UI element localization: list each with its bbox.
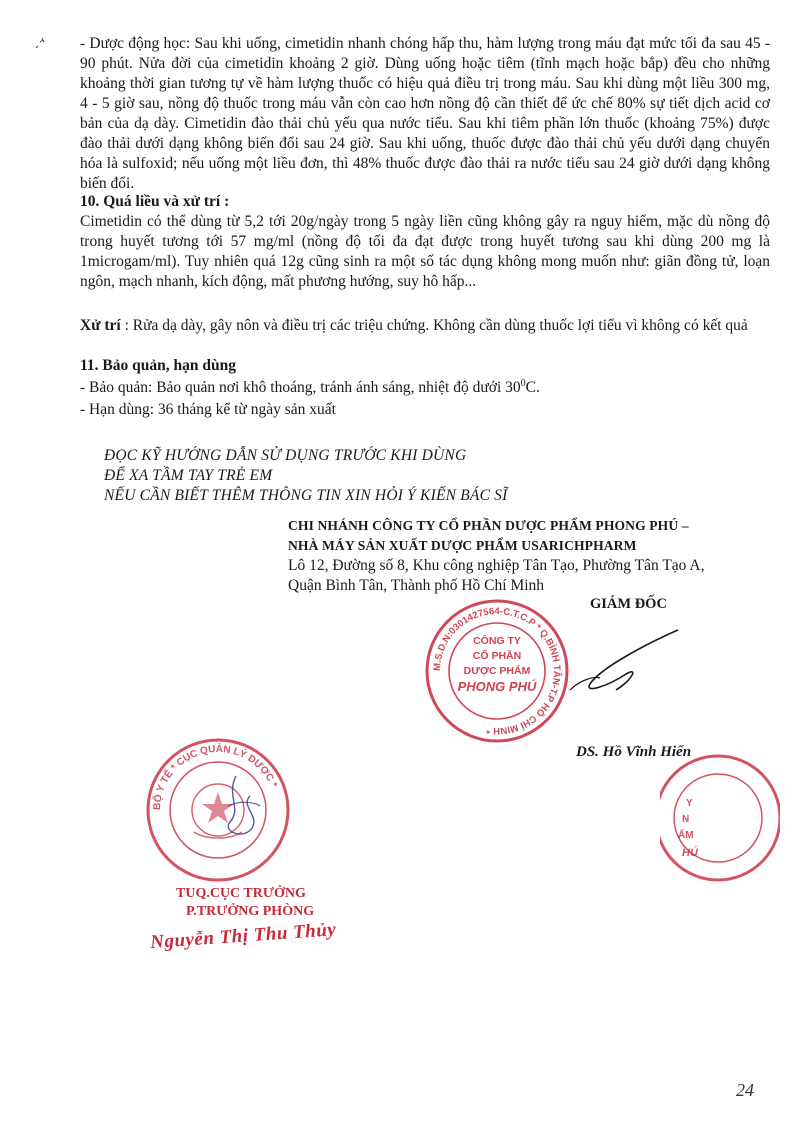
overdose-treatment (80, 316, 770, 336)
approval-signature-name: Nguyễn Thị Thu Thủy (149, 919, 337, 954)
company-name-line1: CHI NHÁNH CÔNG TY CỔ PHẦN DƯỢC PHẨM PHONG PHÚ – (288, 518, 689, 533)
stamp-line-joint-stock: CỔ PHẦN (472, 650, 522, 662)
storage-text: - Bảo quản: Bảo quản nơi khô thoáng, tránh ánh sáng, nhiệt độ dưới 30 (80, 379, 521, 396)
approval-line2: P.TRƯỞNG PHÒNG (186, 904, 315, 919)
director-title: GIÁM ĐỐC (590, 596, 667, 612)
svg-text:N: N (682, 814, 690, 825)
svg-text:HÚ: HÚ (682, 847, 698, 859)
stamp-line-phong-phu: PHONG PHÚ (457, 679, 537, 694)
company-stamp-partial (660, 748, 780, 888)
svg-text:ẨM: ẨM (678, 830, 694, 841)
approval-line1: TUQ.CỤC TRƯỞNG (176, 886, 306, 901)
page-mark: 24 (736, 1080, 754, 1100)
company-name-line2: NHÀ MÁY SẢN XUẤT DƯỢC PHẨM USARICHPHARM (288, 538, 637, 553)
pharmacokinetics-paragraph: - Dược động học: Sau khi uống, cimetidin nhanh chóng hấp thu, hàm lượng trong máu đạt mức tối đa sau 45 - 90 phút. Nửa đời của cimetidin khoảng 2 giờ. Dùng uống hoặc tiêm (tĩnh mạch hoặc bắp) đều cho những khoảng thời gian tương tự về hàm lượng thuốc có hiệu quả điều trị trong máu. Sau khi dùng một liều 300 mg, 4 - 5 giờ sau, nồng độ thuốc trong máu vẫn còn cao hơn nồng độ cần thiết để ức chế 80% sự tiết dịch acid cơ bản của dạ dày. Cimetidin đào thải chủ yếu qua nước tiểu. Sau khi tiêm phần lớn thuốc (khoảng 75%) được đào thải dưới dạng không biến đổi sau 24 giờ. Sau khi uống, thuốc được đào thải chủ yếu dưới dạng chuyển hóa là sulfoxid; nếu uống một liều đơn, thì 48% thuốc được đào thải ra nước tiểu sau 24 giờ dưới dạng không biến đổi. (80, 35, 770, 192)
storage-unit: C. (525, 379, 540, 396)
ministry-stamp-ring-text: BỘ Y TẾ * CỤC QUẢN LÝ DƯỢC * (151, 743, 280, 811)
overdose-paragraph: Cimetidin có thể dùng từ 5,2 tới 20g/ngày trong 5 ngày liền cũng không gây ra nguy hiểm, mặc dù nồng độ trong huyết tương tới 57 mg/ml (nồng độ tối đa đạt được trong huyết tương sau khi dùng 200 mg là 1microgam/ml). Tuy nhiên quá 12g cũng sinh ra một số tác dụng không mong muốn như: giãn đồng tử, loạn ngôn, mạch nhanh, kích động, mất phương hướng, suy hô hấp... (80, 213, 770, 290)
degree-superscript: 0 (520, 377, 526, 389)
stamp-line-company: CÔNG TY (473, 635, 521, 647)
warning-consult-doctor: NẾU CẦN BIẾT THÊM THÔNG TIN XIN HỎI Ý KIẾN BÁC SĨ (104, 487, 508, 504)
company-stamp (424, 598, 570, 744)
storage-heading: 11. Bảo quản, hạn dùng (80, 357, 236, 374)
company-address-line2: Quận Bình Tân, Thành phố Hồ Chí Minh (288, 577, 545, 594)
treatment-label: Xử trí (80, 317, 121, 334)
stamp-line-pharma: DƯỢC PHẨM (463, 665, 531, 677)
company-stamp-ring-text: M.S.D.N:0301427564-C.T.C.P * Q.BÌNH TÂN-T.P HỒ CHÍ MINH * (431, 605, 563, 737)
ministry-stamp (144, 736, 292, 884)
svg-text:Y: Y (686, 798, 693, 809)
director-signature (560, 620, 730, 700)
storage-line (80, 378, 770, 398)
treatment-text: : Rửa dạ dày, gây nôn và điều trị các triệu chứng. Không cần dùng thuốc lợi tiểu vì không có kết quả (124, 317, 748, 334)
ministry-signature-strokes (144, 736, 292, 884)
company-stamp-center (450, 634, 544, 694)
director-name: DS. Hồ Vĩnh Hiển (576, 744, 692, 760)
overdose-heading: 10. Quá liều và xử trí : (80, 193, 230, 210)
warning-keep-from-children: ĐỂ XA TẦM TAY TRẺ EM (104, 467, 273, 484)
warning-read-instructions: ĐỌC KỸ HƯỚNG DẪN SỬ DỤNG TRƯỚC KHI DÙNG (104, 447, 467, 464)
expiry-line: - Hạn dùng: 36 tháng kể từ ngày sản xuất (80, 401, 336, 418)
scan-mark (34, 34, 48, 52)
company-address-line1: Lô 12, Đường số 8, Khu công nghiệp Tân Tạo, Phường Tân Tạo A, (288, 557, 705, 574)
